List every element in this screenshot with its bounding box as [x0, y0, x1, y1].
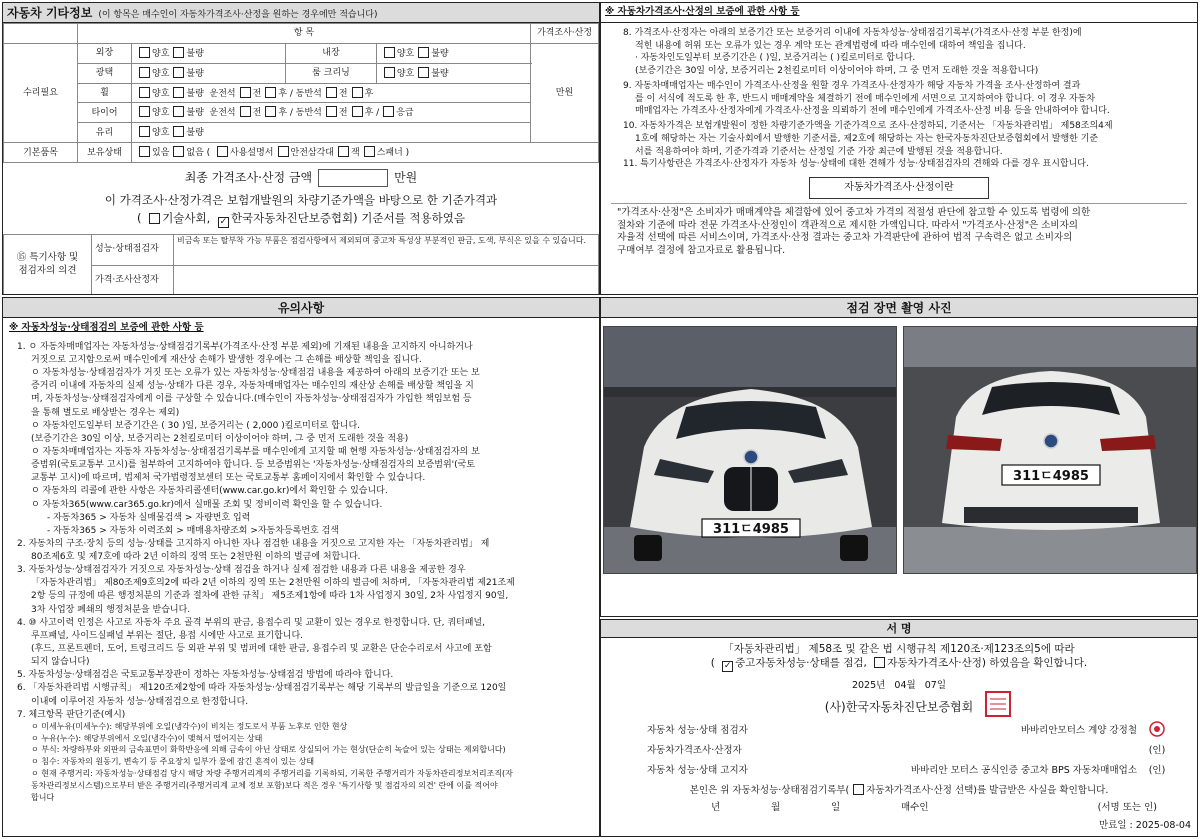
- front-label: 전: [338, 108, 348, 119]
- final-price-label: 최종 가격조사·산정 금액: [184, 170, 313, 185]
- special-num: ⑮: [16, 252, 27, 264]
- col-item-header: 항 목: [78, 24, 531, 44]
- gloss-bad-checkbox[interactable]: [173, 67, 184, 78]
- good-label: 양호: [396, 68, 415, 79]
- front-label: 전: [338, 88, 348, 99]
- owned-none-checkbox[interactable]: [173, 146, 184, 157]
- notice-line: 을 통해 별도로 배상받는 경우는 제외): [31, 407, 180, 418]
- buyer-month-label: 월: [771, 801, 781, 813]
- passenger-seat-label: 동반석: [295, 108, 322, 119]
- warranty-line: 8. 가격조사·산정자는 아래의 보증기간 또는 보증거리 이내에 자동차성능·상태점검기록부(가격조사·산정 부분 한정)에: [623, 27, 1082, 38]
- special-notes-label: [4, 234, 92, 295]
- exterior-bad-checkbox[interactable]: [173, 47, 184, 58]
- warranty-line: · 자동차인도일부터 보증기간은 ( )일, 보증거리는 ( )킬로미터로 합니다.: [635, 53, 916, 64]
- passenger-seat-label: 동반석: [295, 88, 322, 99]
- photos-header: [601, 298, 1197, 318]
- other-info-note: (이 항목은 매수인이 자동차가격조사·산정을 원하는 경우에만 적습니다): [98, 10, 378, 20]
- buyer-year-label: 년: [711, 801, 721, 813]
- sign-day: 07: [924, 680, 937, 692]
- good-label: 양호: [396, 48, 415, 59]
- good-label: 양호: [152, 128, 170, 139]
- notice-line: - 자동차365 > 자동차 이력조회 > 매매용차량조회 >자동차등록번호 검색: [47, 525, 339, 536]
- warranty-title: ※ 자동차가격조사·산정의 보증에 관한 사항 등: [601, 3, 1197, 23]
- warranty-line: 매매업자는 가격조사·산정자에게 가격조사·산정을 의뢰하기 전에 매수인에게 가격조사·산정 비용 등을 안내하여야 합니다.: [635, 106, 1110, 117]
- notice-line: 증범위(국토교통부 고시)를 첨부하여 고지하여야 합니다. 등 보증범위는 '자동차성능·상태점검자의 보증범위'(국토: [31, 460, 476, 471]
- notice-line: 1. ㅇ 자동차매매업자는 자동차성능·상태점검기록부(가격조사·산정 부분 제외)에 기재된 내용을 고지하지 아니하거나: [17, 341, 473, 352]
- signer-mark: [1147, 721, 1167, 742]
- notice-line: 80조제6호 및 제7호에 따라 2년 이하의 징역 또는 2천만원 이하의 벌금에 처합니다.: [31, 552, 361, 563]
- definition-line: 절차와 기준에 따라 전문 가격조사·산정인이 객관적으로 제시한 가액입니다. 따라서 "가격조사·산정"은 소비자의: [617, 219, 1078, 231]
- receipt-a: 본인은 위 자동차성능·상태점검기록부(: [689, 784, 850, 796]
- owned-item-jack: 잭: [350, 148, 360, 158]
- tire-good-checkbox[interactable]: [139, 106, 150, 117]
- notice-line: 증거리 이내에 자동차의 실제 성능·상태가 다른 경우, 자동차매매업자는 매수인의 재산상 손해를 배상할 책임을 지: [31, 381, 474, 392]
- notice-line: 2항 등의 규정에 따른 행정처분의 기준과 절차에 관한 규칙」 제5조제1항에 따라 1차 사업정지 30일, 2차 사업정지 90일,: [31, 591, 509, 602]
- tire-passenger-front-checkbox[interactable]: [326, 106, 337, 117]
- notice-line: ㅇ 미세누유(미세누수): 해당부위에 오일(냉각수)이 비치는 정도로서 부품 노후로 인한 현상: [31, 721, 348, 731]
- front-label: 전: [252, 108, 262, 119]
- row-owned: 보유상태: [78, 143, 132, 163]
- signer-mark: (인): [1148, 744, 1166, 756]
- row-gloss: 광택: [78, 63, 132, 83]
- notice-line: - 자동차365 > 자동차 실매물검색 > 자량번호 입력: [47, 512, 251, 523]
- tire-driver-rear-checkbox[interactable]: [265, 106, 276, 117]
- front-car-image: [604, 327, 897, 574]
- warranty-line: 9. 자동차매매업자는 매수인이 가격조사·산정을 원할 경우 가격조사·산정자가 해당 자동차 가격을 조사·산정하여 결과: [623, 80, 1081, 91]
- owned-have-checkbox[interactable]: [139, 146, 150, 157]
- sign-day-suffix: 일: [936, 680, 947, 692]
- notices-subtitle: ※ 자동차성능·상태점검의 보증에 관한 사항 등: [9, 322, 204, 333]
- notice-line: 6. 「자동차관리법 시행규칙」 제120조제2항에 따라 자동차성능·상태점검기록부는 해당 기록부의 발급일을 기준으로 120일: [17, 683, 507, 694]
- price-check-checkbox[interactable]: [874, 657, 885, 668]
- good-label: 양호: [152, 68, 170, 79]
- row-tire: 타이어: [78, 103, 132, 123]
- association-name: (사)한국자동차진단보증협회: [824, 699, 974, 714]
- row-exterior: 외장: [78, 44, 132, 64]
- tire-bad-checkbox[interactable]: [173, 106, 184, 117]
- definition-paragraph: [611, 203, 1187, 261]
- buyer-label: 매수인: [901, 801, 929, 813]
- basis-association-checkbox[interactable]: ✓: [219, 216, 228, 227]
- signer-rows: [601, 721, 1197, 781]
- good-label: 양호: [152, 108, 170, 119]
- rear-label: 후: [278, 88, 288, 99]
- expiry-row: [1099, 820, 1191, 833]
- sign-month: 04: [894, 680, 907, 692]
- good-label: 양호: [152, 48, 170, 59]
- notices-title: 유의사항: [277, 301, 325, 315]
- notice-line: 교통부 고시)에 따르며, 법제처 국가법령정보센터 또는 국토교통부 홈페이지에서 확인할 수 있습니다.: [31, 473, 426, 484]
- receipt-line: [601, 784, 1197, 798]
- have-label: 있음: [152, 148, 170, 158]
- bad-label: 불량: [186, 128, 204, 139]
- signature-title: 서 명: [886, 622, 912, 635]
- warranty-line: 10. 자동차가격은 보험개발원이 정한 차량기준가액을 기준가격으로 조사·산정하되, 기준서는 「자동차관리법」 제58조의4제: [623, 121, 1113, 132]
- signer-mark: (인): [1148, 764, 1166, 776]
- front-car-photo: [603, 326, 897, 574]
- tire-driver-front-checkbox[interactable]: [240, 106, 251, 117]
- wheel-driver-rear-checkbox[interactable]: [265, 87, 276, 98]
- warranty-line: 1호에 해당하는 자는 기술사회에서 발행한 기준서를, 제2호에 해당하는 자는 한국자동차진단보증협회에서 발행한 기준: [635, 133, 1099, 144]
- buyer-sign-label[interactable]: (서명 또는 인): [1097, 801, 1157, 813]
- signature-line1: 「자동차관리법」 제58조 및 같은 법 시행규칙 제120조·제123조의5에 따라: [723, 643, 1075, 655]
- notice-line: 루프패널, 사이드실패널 부위는 절단, 용접 시에만 사고로 표기합니다.: [31, 630, 304, 641]
- bad-label: 불량: [431, 68, 449, 79]
- rear-label: 후: [364, 108, 374, 119]
- signature-line2-b: 자동차가격조사·산정) 하였음을 확인합니다.: [887, 657, 1088, 670]
- row-wheel: 휠: [78, 83, 132, 103]
- photos-title: 점검 장면 촬영 사진: [846, 301, 952, 315]
- exterior-good-checkbox[interactable]: [139, 47, 150, 58]
- signer-label: 자동차가격조사·산정자: [647, 744, 742, 756]
- notice-line: 4. ⑩ 사고이력 인정은 사고로 자동차 주요 골격 부위의 판금, 용접수리 및 교환이 있는 경우로 한정합니다. 단, 쿼터패널,: [17, 617, 485, 628]
- notice-line: ㅇ 자동차인도일부터 보증기간은 ( 30 )일, 보증거리는 ( 2,000 )킬로미터로 합니다.: [31, 420, 361, 431]
- basis-opt2: 한국자동차진단보증협회) 기준서를 적용하였음: [230, 210, 465, 225]
- col-price-header: 가격조사·산정: [531, 24, 599, 44]
- rear-label: 후: [278, 108, 288, 119]
- definition-line: 구매여부 결정에 참고자료로 활용됩니다.: [617, 245, 786, 257]
- notice-line: 2. 자동차의 구조·장치 등의 성능·상태를 고지하지 아니한 자나 점검한 내용을 거짓으로 고지한 자는 「자동차관리법」 제: [17, 538, 490, 549]
- signer-row: [601, 741, 1197, 761]
- interior-bad-checkbox[interactable]: [418, 47, 429, 58]
- warranty-panel: [600, 2, 1198, 295]
- gloss-good-checkbox[interactable]: [139, 67, 150, 78]
- warranty-list: [601, 23, 1197, 171]
- owned-item-spanner: 스패너: [376, 148, 403, 158]
- final-price-input[interactable]: [318, 169, 388, 187]
- sign-month-suffix: 월: [906, 680, 916, 692]
- notice-line: ㅇ 침수: 자동차의 원동기, 변속기 등 주요장치 일부가 물에 잠긴 흔적이 있는 상태: [31, 757, 315, 767]
- notice-line: 3. 자동차성능·상태점검자가 거짓으로 자동차성능·상태 점검을 하거나 실제 점검한 내용과 다른 내용을 제공한 경우: [17, 565, 466, 576]
- notice-line: 3차 사업장 폐쇄의 행정처분을 받습니다.: [31, 604, 191, 615]
- notice-line: ㅇ 자동차매매업자는 자동차 자동차성능·상태점검기록부를 매수인에게 고지할 때 현행 자동차성능·상태점검자의 보: [31, 446, 480, 457]
- inspector-label: 성능·상태점검자: [92, 234, 174, 265]
- notices-header: [3, 298, 599, 318]
- tire-passenger-rear-checkbox[interactable]: [352, 106, 363, 117]
- sign-year-suffix: 년: [876, 680, 886, 692]
- notices-panel: [2, 297, 600, 837]
- signature-panel: [600, 619, 1198, 837]
- special-notes-table: [3, 234, 599, 295]
- final-price-row: [3, 169, 599, 187]
- wheel-passenger-rear-checkbox[interactable]: [352, 87, 363, 98]
- other-info-panel: [2, 2, 600, 295]
- driver-seat-label: 운전석: [209, 108, 236, 119]
- signature-header: [601, 620, 1197, 638]
- bad-label: 불량: [186, 88, 204, 99]
- other-info-header: [3, 3, 599, 23]
- signer-row: [601, 761, 1197, 781]
- wheel-bad-checkbox[interactable]: [173, 87, 184, 98]
- notice-line: 「자동차관리법」 제80조제9호의2에 따라 2년 이하의 징역 또는 2천만원 이하의 벌금에 처하며, 「자동차관리법 제21조제: [31, 578, 515, 589]
- glass-bad-checkbox[interactable]: [173, 126, 184, 137]
- owned-triangle-checkbox[interactable]: [278, 146, 289, 157]
- receipt-b: 자동차가격조사·산정 선택)를 발급받은 사실을 확인합니다.: [866, 784, 1109, 796]
- driver-seat-label: 운전석: [209, 88, 236, 99]
- warranty-line: 11. 특기사항란은 가격조사·산정자가 자동차 성능·상태에 대한 견해가 성능·상태점검자의 견해와 다를 경우 표시합니다.: [623, 159, 1089, 170]
- notice-line: 5. 자동차성능·상태점검은 국토교통부장관이 정하는 자동차성능·상태점검 방법에 따라야 합니다.: [17, 670, 394, 681]
- basis-tech-society-checkbox[interactable]: [149, 213, 160, 224]
- other-info-table: 항 목 가격조사·산정 수리필요 외장 양호 불량 내장 양호 불량 만원 광택 양호 불량 룸 크리닝 양호 불량 휠 양호 불량 운전석 전 후 / 동반석 전 후 타이어 양호 불량 운전석 전 후 / 동반석 전 후 / 응급 유리 양호 불량 기본품목 보유상태 있음 없음 ( 사용설명서 안전삼각대 잭 스패너 ): [3, 23, 599, 163]
- price-inspector-label: 가격·조사산정자: [92, 265, 174, 295]
- row-glass: 유리: [78, 123, 132, 143]
- definition-title: 자동차가격조사·산정이란: [809, 177, 989, 199]
- front-label: 전: [252, 88, 262, 99]
- bad-label: 불량: [186, 68, 204, 79]
- signature-line2-a: 중고자동차성능·상태를 점검,: [735, 657, 867, 670]
- repair-price-unit: 만원: [531, 44, 599, 143]
- owned-manual-checkbox[interactable]: [217, 146, 228, 157]
- inspector-opinion: 비금속 또는 탈부착 가능 부품은 점검사항에서 제외되며 중고차 특성상 부분적인 판금, 도색, 부식은 있을 수 있습니다.: [174, 234, 599, 265]
- bad-label: 불량: [431, 48, 449, 59]
- sign-year: 2025: [851, 680, 877, 692]
- basis-opt1: 기술사회,: [162, 210, 211, 225]
- emergency-label: 응급: [396, 108, 414, 119]
- front-plate-text: 311ㄷ4985: [713, 522, 789, 537]
- warranty-line: 서를 적용하여야 하며, 기준가격과 기준서는 산정일 기준 가장 최근에 발행된 것을 적용합니다.: [635, 146, 1003, 157]
- notice-line: 동차관리정보시스템)으로부터 받은 주행거리(주행거리계 교체 정보 포함)보다 적은 경우 '특기사항 및 점검자의 의견' 란에 이를 적어야: [31, 780, 498, 790]
- notice-line: (후드, 프론트펜더, 도어, 트렁크리드 등 외판 부위 및 범퍼에 대한 판금, 용접수리 및 교환은 단순수리로서 사고에 포함: [31, 644, 492, 655]
- signature-date: [601, 680, 1197, 693]
- none-label: 없음: [186, 148, 204, 158]
- signer-label: 자동차 성능·상태 점검자: [647, 724, 748, 736]
- signature-line2: ( ✓ 중고자동차성능·상태를 점검, 자동차가격조사·산정) 하였음을 확인합니다.: [710, 657, 1088, 672]
- row-interior: 내장: [286, 44, 377, 64]
- notice-line: (보증기간은 30일 이상, 보증거리는 2천킬로미터 이상이어야 하며, 그 중 먼저 도래한 것을 적용): [31, 433, 409, 444]
- notice-line: ㅇ 부식: 차량하부와 외판의 금속표면이 화학반응에 의해 금속이 아닌 상태로 상실되어 가는 현상(단순히 녹슬어 있는 상태는 제외합니다): [31, 745, 506, 755]
- owned-item-triangle: 안전삼각대: [290, 148, 334, 158]
- warranty-line: 를 이 서식에 적도록 한 후, 반드시 매매계약을 체결하기 전에 매수인에게 서면으로 고지하여야 합니다. 이 경우 자동차: [635, 93, 1096, 104]
- special-label2: 점검자의 의견: [18, 265, 77, 277]
- other-info-title: 자동차 기타정보: [7, 6, 93, 20]
- signer-value: 바바리안모터스 계양 강정철: [1020, 724, 1137, 736]
- personal-seal-icon: [1149, 721, 1165, 737]
- expiry-date: 2025-08-04: [1135, 820, 1191, 832]
- signer-label: 자동차 성능·상태 고지자: [647, 764, 748, 776]
- wheel-driver-front-checkbox[interactable]: [240, 87, 251, 98]
- notice-line: 며, 자동차성능·상태점검자에게 이를 구상할 수 있습니다.(매수인이 자동차성능·상태점검자가 가입한 책임보험 등: [31, 394, 472, 405]
- notice-line: ㅇ 자동차365(www.car365.go.kr)에서 실매물 조회 및 정비이력 확인을 할 수 있습니다.: [31, 499, 383, 510]
- notice-line: 거짓으로 고지함으로써 매수인에게 재산상 손해가 발생한 경우에는 그 손해를 배상할 책임을 집니다.: [31, 354, 422, 365]
- wheel-passenger-front-checkbox[interactable]: [326, 87, 337, 98]
- signer-value: 바바리안 모터스 공식인증 중고차 BPS 자동차매매업소: [910, 764, 1137, 776]
- rear-plate-text: 311ㄷ4985: [1013, 469, 1089, 484]
- interior-good-checkbox[interactable]: [384, 47, 395, 58]
- room-clean-good-checkbox[interactable]: [384, 67, 395, 78]
- warranty-line: 적힌 내용에 허위 또는 오류가 있는 경우 계약 또는 관계법령에 따라 매수인에 대하여 책임을 집니다.: [635, 40, 1026, 51]
- owned-spanner-checkbox[interactable]: [364, 146, 375, 157]
- buyer-day-label: 일: [831, 801, 841, 813]
- notice-line: ㅇ 자동차의 리콜에 관한 사항은 자동차리콜센터(www.car.go.kr)에서 확인할 수 있습니다.: [31, 486, 388, 497]
- owned-jack-checkbox[interactable]: [338, 146, 349, 157]
- photos-panel: [600, 297, 1198, 617]
- room-clean-bad-checkbox[interactable]: [418, 67, 429, 78]
- association-row: [601, 699, 1197, 717]
- definition-line: "가격조사·산정"은 소비자가 매매계약을 체결함에 있어 중고차 가격의 적절성 판단에 참고할 수 있도록 법령에 의한: [617, 206, 1091, 218]
- signer-row: [601, 721, 1197, 741]
- final-price-unit: 만원: [394, 170, 418, 185]
- tire-emergency-checkbox[interactable]: [383, 106, 394, 117]
- owned-item-manual: 사용설명서: [230, 148, 274, 158]
- basis-line2: ( 기술사회, ✓ 한국자동차진단보증협회) 기준서를 적용하였음: [137, 210, 465, 227]
- association-seal-icon: [985, 691, 1011, 717]
- definition-line: 자율적 선택에 따른 서비스이며, 가격조사·산정 결과는 중고차 가격판단에 관하여 법적 구속력은 없고 소비자의: [617, 232, 1073, 244]
- wheel-good-checkbox[interactable]: [139, 87, 150, 98]
- bad-label: 불량: [186, 108, 204, 119]
- notice-line: 되지 않습니다): [31, 657, 90, 668]
- good-label: 양호: [152, 88, 170, 99]
- rear-car-image: [904, 327, 1197, 574]
- notice-line: ㅇ 자동차성능·상태점검자가 거짓 또는 오류가 있는 자동차성능·상태점검 내용을 제공하여 아래의 보증기간 또는 보: [31, 368, 480, 379]
- bad-label: 불량: [186, 48, 204, 59]
- special-label1: 특기사항 및: [29, 252, 79, 264]
- notice-line: 합니다: [31, 792, 55, 802]
- perf-check-checkbox[interactable]: ✓: [723, 661, 732, 672]
- expiry-label: 만료일 :: [1098, 820, 1133, 832]
- notice-line: 7. 체크항목 판단기준(예시): [17, 709, 126, 720]
- glass-good-checkbox[interactable]: [139, 126, 150, 137]
- basis-line1: 이 가격조사·산정가격은 보험개발원의 차량기준가액을 바탕으로 한 기준가격과: [104, 193, 498, 207]
- notice-line: 이내에 이루어진 자동차 성능·상태점검으로 한정합니다.: [31, 696, 249, 707]
- notices-list: [3, 337, 599, 804]
- price-inspector-opinion[interactable]: [174, 265, 599, 295]
- basic-group-label: 기본품목: [4, 143, 78, 163]
- row-room-clean: 룸 크리닝: [286, 63, 377, 83]
- rear-car-photo: [903, 326, 1197, 574]
- rear-label: 후: [364, 88, 374, 99]
- repair-group-label: 수리필요: [4, 44, 78, 143]
- receipt-price-checkbox[interactable]: [853, 784, 864, 795]
- notice-line: ㅇ 누유(누수): 해당부위에서 오일(냉각수)이 맺혀서 떨어지는 상태: [31, 733, 263, 743]
- warranty-line: (보증기간은 30일 이상, 보증거리는 2천킬로미터 이상이어야 하며, 그 중 먼저 도래한 것을 적용합니다): [635, 66, 1039, 77]
- buyer-row: [601, 802, 1197, 815]
- notice-line: ㅇ 현재 주행거리: 자동차성능·상태점검 당시 해당 차량 주행거리계의 주행거리를 기록하되, 기록한 주행거리가 자동차관리정보처리조직(자: [31, 769, 513, 779]
